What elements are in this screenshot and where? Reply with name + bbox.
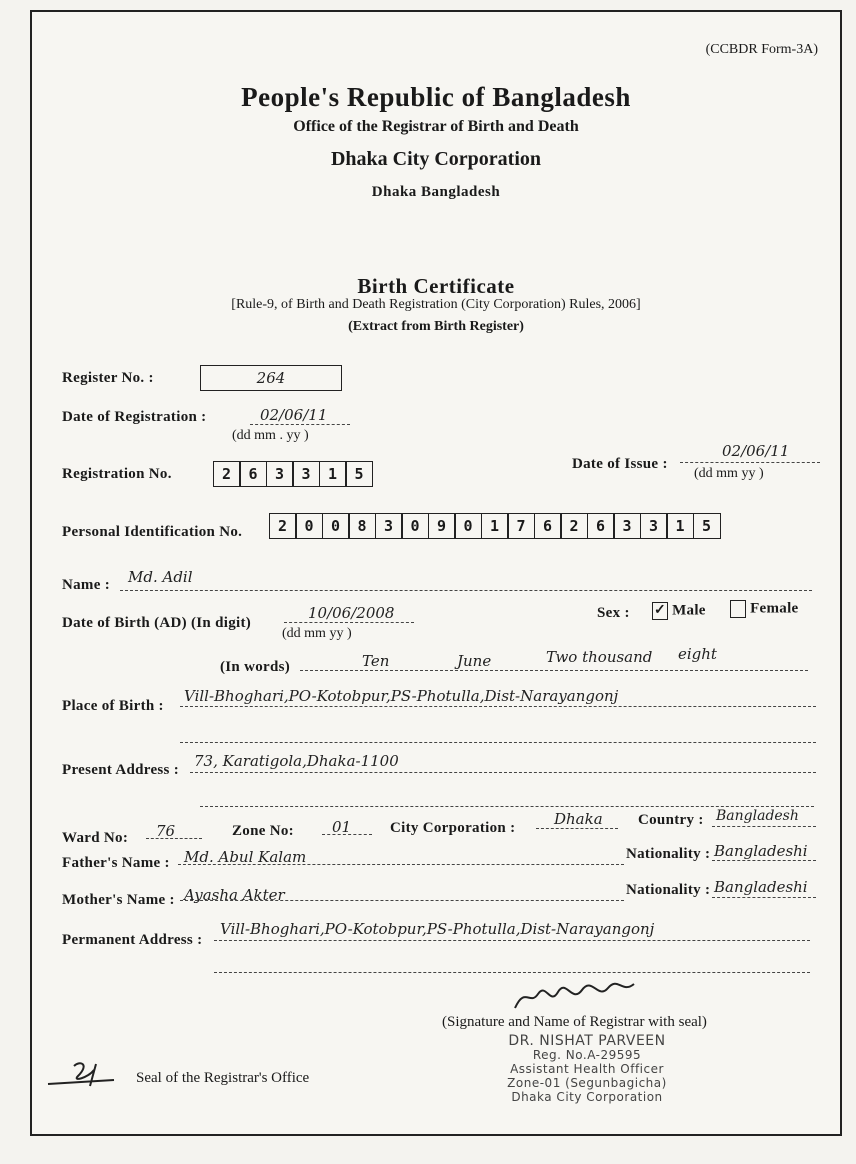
digit-box: 0 [401, 513, 429, 539]
mother-name-label: Mother's Name : [62, 892, 175, 908]
form-code: (CCBDR Form-3A) [705, 42, 818, 57]
father-nationality-label: Nationality : [626, 846, 711, 862]
dob-words-month: June [457, 652, 492, 670]
digit-box: 0 [454, 513, 482, 539]
digit-box: 9 [428, 513, 456, 539]
digit-box: 6 [587, 513, 615, 539]
ward-label: Ward No: [62, 830, 129, 846]
digit-box: 3 [266, 461, 294, 487]
female-label: Female [750, 600, 799, 617]
certificate-title: Birth Certificate [357, 274, 515, 298]
registrar-signature-icon [510, 976, 640, 1016]
digit-box: 5 [345, 461, 373, 487]
city-corporation-value: Dhaka [554, 810, 603, 828]
certificate-rule: [Rule-9, of Birth and Death Registration (City Corporation) Rules, 2006] [231, 297, 641, 312]
digit-box: 6 [534, 513, 562, 539]
dob-words-year-end: eight [678, 645, 717, 663]
stamp-line: Assistant Health Officer [510, 1062, 664, 1076]
digit-box: 3 [613, 513, 641, 539]
register-value: 264 [200, 365, 342, 391]
office-title: Office of the Registrar of Birth and Death [293, 118, 579, 135]
digit-box: 3 [640, 513, 668, 539]
digit-box: 2 [269, 513, 297, 539]
digit-box: 3 [375, 513, 403, 539]
date-of-issue-format: (dd mm yy ) [694, 466, 764, 481]
corporation-title: Dhaka City Corporation [330, 148, 541, 170]
dob-format: (dd mm yy ) [282, 626, 352, 641]
city-corporation-label: City Corporation : [390, 820, 516, 836]
name-value: Md. Adil [128, 568, 193, 586]
female-checkbox [730, 600, 746, 618]
sex-female-option [730, 600, 799, 618]
male-label: Male [672, 602, 706, 619]
date-of-registration-value: 02/06/11 [260, 406, 328, 424]
sex-label: Sex : [597, 605, 630, 621]
mother-name-value: Ayasha Akter [184, 886, 285, 904]
digit-box: 6 [239, 461, 267, 487]
male-checkbox: ✓ [653, 603, 667, 618]
dob-value: 10/06/2008 [308, 604, 395, 622]
dob-words-day: Ten [362, 652, 390, 670]
stamp-line: Dhaka City Corporation [511, 1090, 663, 1104]
permanent-address-value: Vill-Bhoghari,PO-Kotobpur,PS-Photulla,Dist-Narayangonj [220, 920, 655, 938]
register-label: Register No. : [62, 370, 154, 386]
mother-nationality-value: Bangladeshi [714, 878, 808, 896]
father-name-label: Father's Name : [62, 855, 170, 871]
dob-words-label: (In words) [220, 659, 291, 675]
stamp-line: DR. NISHAT PARVEEN [508, 1033, 666, 1049]
location-title: Dhaka Bangladesh [371, 184, 501, 200]
personal-id-label: Personal Identification No. [62, 524, 243, 540]
digit-box: 1 [481, 513, 509, 539]
digit-box: 8 [348, 513, 376, 539]
digit-box: 1 [319, 461, 347, 487]
digit-box: 5 [693, 513, 721, 539]
stamp-line: Zone-01 (Segunbagicha) [507, 1076, 667, 1090]
digit-box: 7 [507, 513, 535, 539]
place-of-birth-label: Place of Birth : [62, 698, 164, 714]
digit-box: 0 [322, 513, 350, 539]
digit-box: 0 [295, 513, 323, 539]
registrar-stamp [462, 1034, 712, 1104]
country-value: Bangladesh [716, 808, 799, 824]
date-of-issue-value: 02/06/11 [722, 442, 790, 460]
digit-box: 2 [213, 461, 241, 487]
country-title: People's Republic of Bangladesh [241, 82, 631, 112]
date-of-issue-label: Date of Issue : [572, 456, 668, 472]
digit-box: 2 [560, 513, 588, 539]
present-address-value: 73, Karatigola,Dhaka-1100 [194, 752, 399, 770]
certificate-extract: (Extract from Birth Register) [348, 319, 524, 334]
father-name-value: Md. Abul Kalam [184, 848, 307, 866]
zone-label: Zone No: [232, 823, 294, 839]
digit-box: 1 [666, 513, 694, 539]
zone-value: 01 [332, 818, 352, 836]
present-address-label: Present Address : [62, 762, 180, 778]
mother-nationality-label: Nationality : [626, 882, 711, 898]
father-nationality-value: Bangladeshi [714, 842, 808, 860]
name-label: Name : [62, 577, 111, 593]
initials-signature-icon [44, 1058, 124, 1092]
signature-caption: (Signature and Name of Registrar with seal) [442, 1014, 707, 1030]
date-of-registration-label: Date of Registration : [62, 409, 207, 425]
dob-words-year: Two thousand [546, 648, 653, 666]
stamp-line: Reg. No.A-29595 [532, 1048, 642, 1062]
dob-label: Date of Birth (AD) (In digit) [62, 615, 252, 631]
digit-box: 3 [292, 461, 320, 487]
registration-no-label: Registration No. [62, 466, 172, 482]
birth-certificate-page [30, 10, 842, 1136]
ward-value: 76 [156, 822, 176, 840]
sex-male-option [652, 602, 706, 620]
registration-no-boxes [214, 461, 373, 487]
place-of-birth-value: Vill-Bhoghari,PO-Kotobpur,PS-Photulla,Dist-Narayangonj [184, 687, 619, 705]
permanent-address-label: Permanent Address : [62, 932, 203, 948]
personal-id-boxes [270, 513, 721, 539]
country-label: Country : [638, 812, 704, 828]
seal-label: Seal of the Registrar's Office [136, 1070, 310, 1086]
date-of-registration-format: (dd mm . yy ) [232, 428, 309, 443]
